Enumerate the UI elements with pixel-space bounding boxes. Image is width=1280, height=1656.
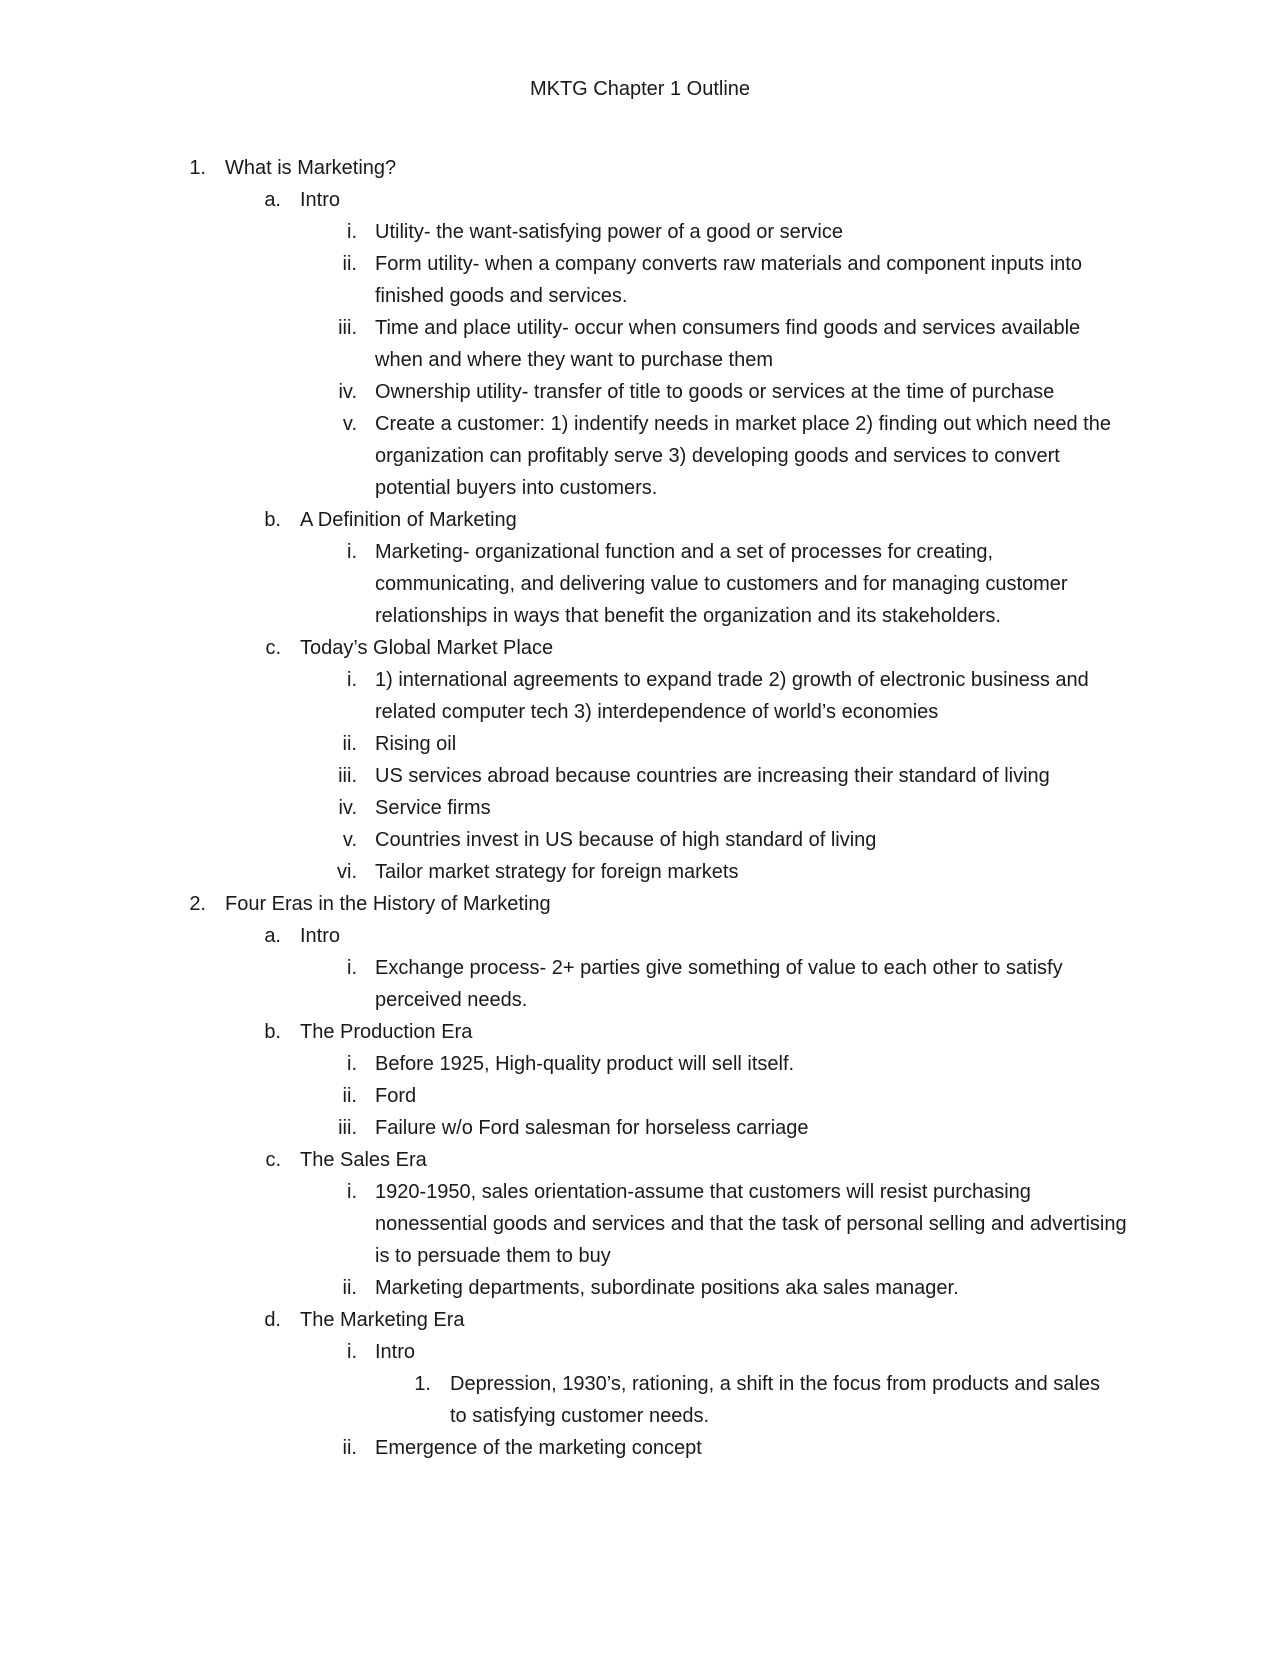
outline-item: [0, 248, 1280, 312]
list-marker: v.: [342, 413, 357, 435]
document-title: MKTG Chapter 1 Outline: [529, 78, 751, 100]
item-text: A Definition of Marketing: [300, 509, 517, 531]
item-text: Intro: [375, 1341, 416, 1363]
outline-item: [0, 184, 1280, 216]
outline-item: [0, 1176, 1280, 1272]
outline-item: [0, 152, 1280, 184]
list-marker: ii.: [342, 1277, 357, 1299]
list-marker: ii.: [342, 1437, 357, 1459]
list-marker: d.: [264, 1309, 281, 1331]
outline-item: [0, 920, 1280, 952]
list-marker: 1.: [189, 157, 206, 179]
item-text: 1) international agreements to expand trade 2) growth of electronic business and related computer tech 3) interdependence of world’s economies: [375, 669, 1089, 723]
outline-item: [0, 1080, 1280, 1112]
item-text: Marketing- organizational function and a set of processes for creating, communicating, and delivering value to customers and for managing customer relationships in ways that benefit the organization and its stakeholders.: [375, 541, 1068, 627]
item-text: Exchange process- 2+ parties give something of value to each other to satisfy perceived needs.: [375, 957, 1063, 1011]
outline-item: [0, 856, 1280, 888]
item-text: Countries invest in US because of high standard of living: [375, 829, 877, 851]
outline-item: [0, 1432, 1280, 1464]
item-text: Failure w/o Ford salesman for horseless carriage: [375, 1117, 809, 1139]
list-marker: c.: [265, 1149, 281, 1171]
item-text: Four Eras in the History of Marketing: [225, 893, 551, 915]
outline-item: [0, 1016, 1280, 1048]
list-marker: i.: [347, 221, 357, 243]
list-marker: i.: [347, 957, 357, 979]
item-text: Before 1925, High-quality product will sell itself.: [375, 1053, 795, 1075]
outline-item: [0, 216, 1280, 248]
outline-item: [0, 504, 1280, 536]
item-text: Marketing departments, subordinate positions aka sales manager.: [375, 1277, 959, 1299]
list-marker: i.: [347, 669, 357, 691]
outline-item: [0, 1336, 1280, 1368]
list-marker: i.: [347, 1181, 357, 1203]
outline-list: [0, 152, 1280, 1464]
outline-item: [0, 1144, 1280, 1176]
list-marker: iv.: [338, 381, 357, 403]
list-marker: 1.: [414, 1373, 431, 1395]
outline-item: [0, 664, 1280, 728]
outline-item: [0, 792, 1280, 824]
item-text: Create a customer: 1) indentify needs in market place 2) finding out which need the organization can profitably serve 3) developing goods and services to convert potential buyers into customers.: [375, 413, 1111, 499]
list-marker: iv.: [338, 797, 357, 819]
list-marker: b.: [264, 1021, 281, 1043]
item-text: Intro: [300, 189, 341, 211]
outline-item: [0, 1112, 1280, 1144]
list-marker: i.: [347, 1053, 357, 1075]
list-marker: iii.: [338, 765, 357, 787]
item-text: Form utility- when a company converts raw materials and component inputs into finished goods and services.: [375, 253, 1082, 307]
item-text: The Sales Era: [300, 1149, 427, 1171]
outline-item: [0, 1048, 1280, 1080]
item-text: Rising oil: [375, 733, 457, 755]
item-text: Time and place utility- occur when consumers find goods and services available when and where they want to purchase them: [375, 317, 1081, 371]
outline-item: [0, 408, 1280, 504]
item-text: Intro: [300, 925, 341, 947]
outline-item: [0, 952, 1280, 1016]
list-marker: i.: [347, 1341, 357, 1363]
outline-item: [0, 1304, 1280, 1336]
outline-item: [0, 376, 1280, 408]
item-text: Today’s Global Market Place: [300, 637, 554, 659]
item-text: Tailor market strategy for foreign markets: [375, 861, 739, 883]
item-text: Utility- the want-satisfying power of a good or service: [375, 221, 843, 243]
list-marker: b.: [264, 509, 281, 531]
list-marker: a.: [264, 189, 281, 211]
list-marker: ii.: [342, 253, 357, 275]
item-text: Emergence of the marketing concept: [375, 1437, 702, 1459]
item-text: The Marketing Era: [300, 1309, 465, 1331]
outline-item: [0, 888, 1280, 920]
outline-item: [0, 824, 1280, 856]
outline-item: [0, 728, 1280, 760]
outline-item: [0, 536, 1280, 632]
item-text: Depression, 1930’s, rationing, a shift in the focus from products and sales to satisfying customer needs.: [450, 1373, 1100, 1427]
outline-item: [0, 1368, 1280, 1432]
item-text: US services abroad because countries are increasing their standard of living: [375, 765, 1050, 787]
outline-item: [0, 632, 1280, 664]
list-marker: v.: [342, 829, 357, 851]
list-marker: ii.: [342, 733, 357, 755]
list-marker: iii.: [338, 1117, 357, 1139]
item-text: Service firms: [375, 797, 491, 819]
list-marker: ii.: [342, 1085, 357, 1107]
list-marker: vi.: [337, 861, 357, 883]
outline-item: [0, 1272, 1280, 1304]
list-marker: iii.: [338, 317, 357, 339]
list-marker: 2.: [189, 893, 206, 915]
list-marker: a.: [264, 925, 281, 947]
item-text: Ford: [375, 1085, 417, 1107]
list-marker: c.: [265, 637, 281, 659]
item-text: 1920-1950, sales orientation-assume that customers will resist purchasing nonessential goods and services and that the task of personal selling and advertising is to persuade them to buy: [375, 1181, 1127, 1267]
outline-item: [0, 312, 1280, 376]
list-marker: i.: [347, 541, 357, 563]
item-text: What is Marketing?: [225, 157, 397, 179]
item-text: Ownership utility- transfer of title to goods or services at the time of purchase: [375, 381, 1055, 403]
outline-item: [0, 760, 1280, 792]
item-text: The Production Era: [300, 1021, 473, 1043]
